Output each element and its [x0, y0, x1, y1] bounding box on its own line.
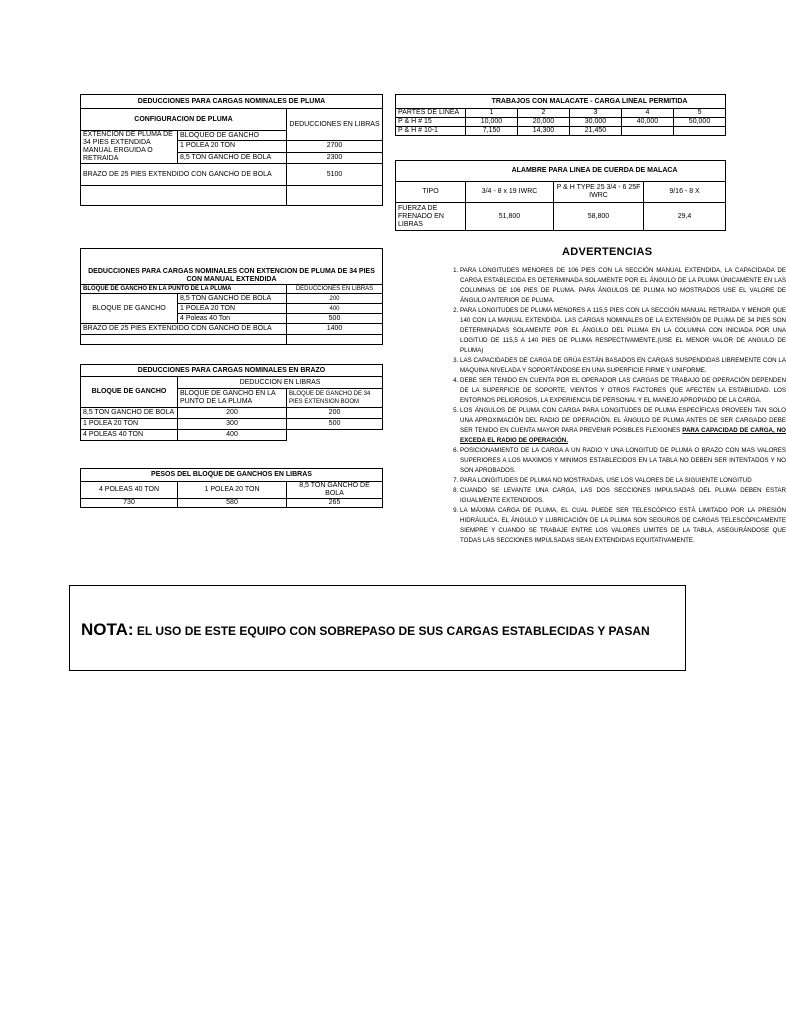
table-cell: 8,5 TON GANCHO DE BOLA — [81, 408, 178, 419]
column-header: DEDUCCION EN LIBRAS — [178, 377, 383, 389]
nota-label: NOTA: — [81, 620, 134, 639]
row-label: BLOQUEO DE GANCHO — [178, 131, 287, 141]
table-cell: 7,150 — [466, 127, 518, 136]
deducciones-brazo-table — [80, 364, 382, 441]
table-cell: 58,800 — [554, 203, 644, 231]
table-title: PESOS DEL BLOQUE DE GANCHOS EN LIBRAS — [81, 469, 383, 482]
table-cell: 400 — [287, 304, 383, 314]
table-cell: 500 — [287, 419, 383, 430]
deducciones-extension-table — [80, 248, 382, 345]
column-header: DEDUCCIONES EN LIBRAS — [287, 285, 383, 294]
pesos-bloque-table — [80, 468, 382, 508]
empty-cell — [81, 186, 287, 206]
row-label: BLOQUE DE GANCHO — [81, 377, 178, 408]
table-cell: 300 — [178, 419, 287, 430]
column-header: 8,5 TON GANCHO DE BOLA — [287, 482, 383, 499]
empty-cell — [287, 335, 383, 345]
table-cell: 21,450 — [570, 127, 622, 136]
row-label: FUERZA DE FRENADO EN LIBRAS — [396, 203, 466, 231]
table-cell: 1400 — [287, 324, 383, 335]
alambre-table-clip — [395, 160, 700, 232]
table-cell: 4 Poleas 40 Ton — [178, 314, 287, 324]
table-cell: 730 — [81, 499, 178, 508]
warning-item: 1. PARA LONGITUDES MENORES DE 106 PIES CON LA SECCIÓN MANUAL EXTENDIDA, LA CAPACIDADA DE CARGA ESTABLECIDA ES DETERMINADA SOLAMENTE POR EL ÁNGULO DE LA PLUMA ÚNICAMENTE EN LAS COLUMNAS DE 106 PIES DE PLUMA. PARA ÁNGULOS DE PLUMA NO MOSTRADOS USE EL VALORE DE ÁNGULO ANTERIOR DE PLUMA. — [460, 266, 786, 306]
row-label: P & H # 15 — [396, 118, 466, 127]
table-cell: 1 POLEA 20 TON — [178, 141, 287, 152]
empty-cell — [287, 186, 383, 206]
table-cell: 2300 — [287, 152, 383, 163]
column-header: 5 — [674, 109, 726, 118]
table-cell: 40,000 — [622, 118, 674, 127]
empty-cell — [81, 335, 287, 345]
table-cell: 8,5 TON GANCHO DE BOLA — [178, 294, 287, 304]
column-header: PARTES DE LINEA — [396, 109, 466, 118]
empty-cell — [674, 127, 726, 136]
deducciones-pluma-table — [80, 94, 382, 206]
table-cell: 400 — [178, 430, 287, 441]
warning-item: 9. LA MÁXIMA CARGA DE PLUMA, EL CUAL PUEDE SER TELESCÓPICO ESTÁ LIMITADO POR LA PRESIÓN HIDRÁULICA. EL ÁNGULO Y LUBRICACIÓN DE LA PLUMA SON SEGUROS DE CARGAS TELESCÓPICAMENTE SIEMPRE Y CUANDO SE TRABAJE ENTRE LOS VALORES LIMITES DE LA TABLA, ASEGURÁNDOSE QUE TODAS LAS SECCIONES IMPULSADAS SEAN EXTENDIDAS EQUITATIVAMENTE. — [460, 506, 786, 546]
column-header: 1 — [466, 109, 518, 118]
warning-text: LOS ÁNGULOS DE PLUMA CON CARGA PARA LONGITUDES DE PLUMA ESPECÍFICAS PROVEEN TAN SOLO UNA APROXIMACIÓN DEL RADIO DE OPERACIÓN. EL ÁNGULO DE PLUMA ANTES DE SER CARGADO DEBE SER TENIDO EN CUENTA MAYOR PARA PREVENIR POSIBLES FLEXIONES — [460, 407, 786, 434]
table-cell: 1 POLEA 20 TON — [178, 304, 287, 314]
column-header: 2 — [518, 109, 570, 118]
table-cell: 30,000 — [570, 118, 622, 127]
warning-item: 3. LAS CAPACIDADES DE CARGA DE GRÚA ESTÁN BASADOS EN CARGAS SUSPENDIDAS LIBREMENTE CON LA MAQUINA NIVELADA Y SOPORTÁNDOSE EN UNA SUPERFICIE FIRME Y UNIFORME. — [460, 356, 786, 376]
nota-text: EL USO DE ESTE EQUIPO CON SOBREPASO DE SUS CARGAS ESTABLECIDAS Y PASAN — [136, 624, 650, 638]
column-header: CONFIGURACION DE PLUMA — [81, 109, 287, 131]
nota-line — [81, 620, 650, 640]
table-title: DEDUCCIONES PARA CARGAS NOMINALES DE PLUMA — [81, 95, 383, 109]
warning-item — [460, 406, 786, 446]
column-header: BLOQUE DE GANCHO EN LA PUNTO DE LA PLUMA — [81, 285, 287, 294]
column-header: DEDUCCIONES EN LIBRAS — [287, 109, 383, 141]
table-cell: 200 — [178, 408, 287, 419]
table-title: ALAMBRE PARA LINEA DE CUERDA DE MALACA — [396, 161, 726, 182]
malacate-table — [395, 94, 726, 136]
table-cell: 200 — [287, 408, 383, 419]
table-cell: 5100 — [287, 164, 383, 186]
advertencias-title: ADVERTENCIAS — [562, 246, 653, 258]
table-cell: 500 — [287, 314, 383, 324]
table-title: TRABAJOS CON MALACATE - CARGA LINEAL PERMITIDA — [396, 95, 726, 109]
column-header: 4 — [622, 109, 674, 118]
page-edge-rule — [685, 585, 686, 670]
table-cell: 265 — [287, 499, 383, 508]
warning-item: 7. PARA LONGITUDES DE PLUMA NO MOSTRADAS, USE LOS VALORES DE LA SIGUIENTE LONGITUD — [460, 476, 786, 486]
table-cell: 9/16 - 8 X — [644, 182, 726, 203]
malacate-table-clip — [395, 94, 711, 139]
row-label: BRAZO DE 25 PIES EXTENDIDO CON GANCHO DE BOLA — [81, 324, 287, 335]
column-header: 1 POLEA 20 TON — [178, 482, 287, 499]
row-label: EXTENCION DE PLUMA DE 34 PIES EXTENDIDA MANUAL ERGUIDA O RETRAIDA — [81, 131, 178, 164]
column-header: 3 — [570, 109, 622, 118]
table-cell: 29,4 — [644, 203, 726, 231]
warning-item: 8. CUANDO SE LEVANTE UNA CARGA, LAS DOS SECCIONES IMPULSADAS DEL PLUMA DEBEN ESTAR IGUALMENTE EXTENDIDOS. — [460, 486, 786, 506]
empty-cell — [622, 127, 674, 136]
table-title: DEDUCCIONES PARA CARGAS NOMINALES CON EXTENCION DE PLUMA DE 34 PIES CON MANUAL EXTENDIDA — [81, 249, 383, 285]
row-label: TIPO — [396, 182, 466, 203]
table-cell: 50,000 — [674, 118, 726, 127]
table-cell: 1 POLEA 20 TON — [81, 419, 178, 430]
nota-box — [69, 585, 686, 671]
table-cell: 4 POLEAS 40 TON — [81, 430, 178, 441]
empty-cell — [287, 430, 383, 441]
table-cell: 51,800 — [466, 203, 554, 231]
table-cell: 200 — [287, 294, 383, 304]
table-cell: 580 — [178, 499, 287, 508]
warning-emphasis: PARA CAPACIDAD DE CARGA, NO EXCEDA EL RADIO DE OPERACIÓN. — [460, 427, 786, 444]
table-cell: 14,300 — [518, 127, 570, 136]
table-title: DEDUCCIONES PARA CARGAS NOMINALES EN BRAZO — [81, 365, 383, 377]
row-label: BLOQUE DE GANCHO — [81, 294, 178, 324]
row-label: P & H # 10-1 — [396, 127, 466, 136]
warning-item: 2. PARA LONGITUDES DE PLUMA MENORES A 115,5 PIES CON LA SECCIÓN MANUAL RETRAIDA Y MENOR QUE 140 CON LA MANUAL EXTENDIDA. LAS CARGAS NOMINALES DE LA EXTENSIÓN DE PLUMA DE 34 PIES SON DETERMINADAS SOLAMENTE POR EL ÁNGULO DEL PLUMA EN LA COLUMNA CON INICIADA POR UNA LOGITUD DE 115,5 A 140 PIES DE PLUMA RESPECTIVAMENTE.(USE EL MENOR VALOR DE ANGULO DE PLUMA) — [460, 306, 786, 356]
column-header: 4 POLEAS 40 TON — [81, 482, 178, 499]
table-cell: 8,5 TON GANCHO DE BOLA — [178, 152, 287, 163]
warning-item: 6. POSICIONAMIENTO DE LA CARGA A UN RADIO Y UNA LONGITUD DE PLUMA O BRAZO CON MAS VALORES SUPERIORES A LOS MAXIMOS Y MINIMOS ESTABLECIDOS EN LA TABLA NO DEBEN SER INTENTADOS Y NO SON APROBADOS. — [460, 446, 786, 476]
table-cell: P & H TYPE 25 3/4 - 6 25F IWRC — [554, 182, 644, 203]
warning-item: 4. DEBE SER TENIDO EN CUENTA POR EL OPERADOR LAS CARGAS DE TRABAJO DE OPERACIÓN DEPENDEN DE LA SUPERFICIE DE SOPORTE, VIENTOS Y OTROS FACTORES QUE AFECTEN LA ESTABILIDAD. LOS ENTORNOS PELIGROSOS, LA EXPERIENCIA DE PERSONAL Y EL MANEJO APROPIADO DE LA CARGA. — [460, 376, 786, 406]
column-header: BLOQUE DE GANCHO DE 34 PIES EXTENSION BOOM — [287, 389, 383, 408]
column-header: BLOQUE DE GANCHO EN LA PUNTO DE LA PLUMA — [178, 389, 287, 408]
table-cell: 3/4 - 8 x 19 IWRC — [466, 182, 554, 203]
table-cell: 10,000 — [466, 118, 518, 127]
table-cell: 20,000 — [518, 118, 570, 127]
row-label: BRAZO DE 25 PIES EXTENDIDO CON GANCHO DE BOLA — [81, 164, 287, 186]
table-cell: 2700 — [287, 141, 383, 152]
advertencias-list — [442, 266, 786, 584]
alambre-table — [395, 160, 726, 231]
